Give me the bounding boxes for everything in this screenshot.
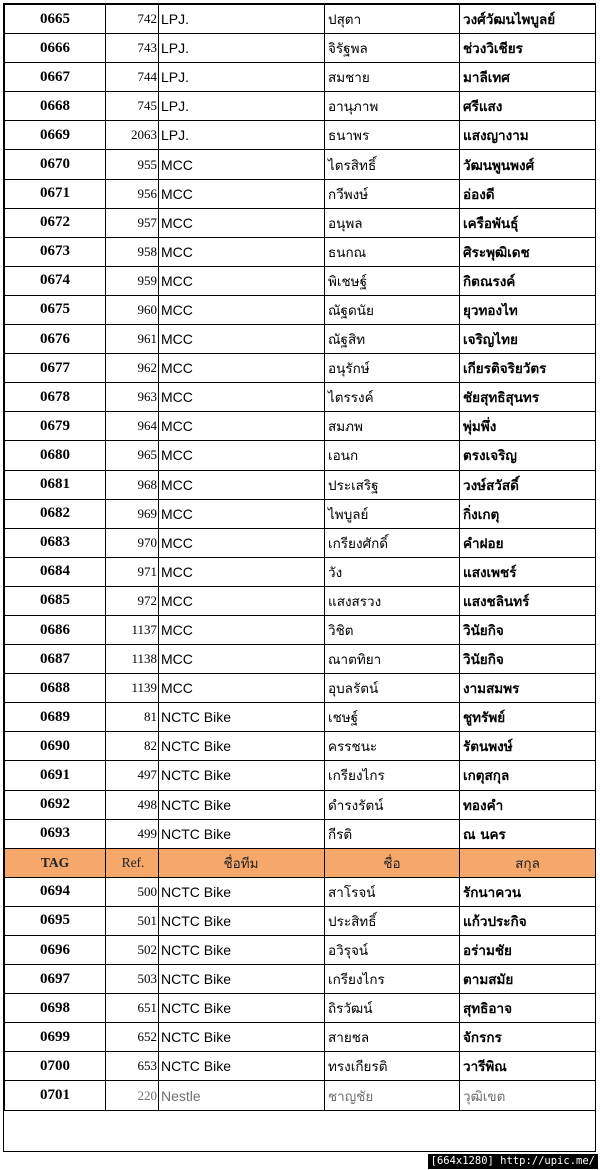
team-cell: LPJ. — [159, 5, 325, 34]
tag-cell: 0689 — [5, 703, 106, 732]
last-name-cell: วินัยกิจ — [460, 615, 596, 644]
table-row — [5, 732, 596, 761]
tag-cell: 0675 — [5, 295, 106, 324]
tag-cell: 0677 — [5, 354, 106, 383]
team-cell: MCC — [159, 354, 325, 383]
ref-cell: 960 — [106, 295, 159, 324]
ref-cell: 957 — [106, 208, 159, 237]
first-name-cell: วิชิต — [325, 615, 460, 644]
table-row — [5, 295, 596, 324]
rows-before — [5, 5, 596, 849]
team-cell: MCC — [159, 557, 325, 586]
ref-cell: 498 — [106, 790, 159, 819]
table-row — [5, 586, 596, 615]
team-cell: NCTC Bike — [159, 994, 325, 1023]
first-name-cell: เกรียงไกร — [325, 761, 460, 790]
ref-cell: 744 — [106, 63, 159, 92]
first-name-cell: ณาตทิยา — [325, 645, 460, 674]
table-row — [5, 412, 596, 441]
table-row — [5, 121, 596, 150]
last-name-cell: ชัยสุทธิสุนทร — [460, 383, 596, 412]
team-cell: NCTC Bike — [159, 936, 325, 965]
team-cell: MCC — [159, 470, 325, 499]
ref-cell: 2063 — [106, 121, 159, 150]
first-name-cell: อนุพล — [325, 208, 460, 237]
first-name-cell: วัง — [325, 557, 460, 586]
team-cell: MCC — [159, 528, 325, 557]
tag-cell: 0666 — [5, 34, 106, 63]
tag-cell: 0671 — [5, 179, 106, 208]
ref-cell: 971 — [106, 557, 159, 586]
last-name-cell: รัตนพงษ์ — [460, 732, 596, 761]
tag-cell: 0682 — [5, 499, 106, 528]
team-cell: MCC — [159, 674, 325, 703]
table-row — [5, 761, 596, 790]
last-name-cell: ทองคำ — [460, 790, 596, 819]
registration-sheet — [3, 3, 596, 1152]
ref-cell: 963 — [106, 383, 159, 412]
ref-cell: 969 — [106, 499, 159, 528]
ref-cell: 742 — [106, 5, 159, 34]
last-name-cell: วงศ์วัฒนไพบูลย์ — [460, 5, 596, 34]
tag-cell: 0670 — [5, 150, 106, 179]
header-last-name: สกุล — [460, 848, 596, 877]
first-name-cell: อานุภาพ — [325, 92, 460, 121]
tag-cell: 0695 — [5, 906, 106, 935]
last-name-cell: เกียรติจริยวัตร — [460, 354, 596, 383]
tag-cell: 0699 — [5, 1023, 106, 1052]
first-name-cell: ไตรสิทธิ์ — [325, 150, 460, 179]
first-name-cell: ถิรวัฒน์ — [325, 994, 460, 1023]
ref-cell: 500 — [106, 877, 159, 906]
last-name-cell: ศิระพุฒิเดช — [460, 237, 596, 266]
ref-cell: 743 — [106, 34, 159, 63]
first-name-cell: สายชล — [325, 1023, 460, 1052]
last-name-cell: ตามสมัย — [460, 965, 596, 994]
tag-cell: 0700 — [5, 1052, 106, 1081]
first-name-cell: ชาญชัย — [325, 1081, 460, 1110]
watermark: [664x1280] http://upic.me/ — [428, 1154, 598, 1169]
table-row — [5, 965, 596, 994]
table-row — [5, 383, 596, 412]
team-cell: MCC — [159, 499, 325, 528]
tag-cell: 0692 — [5, 790, 106, 819]
last-name-cell: คำฝอย — [460, 528, 596, 557]
last-name-cell: แก้วประกิจ — [460, 906, 596, 935]
ref-cell: 1139 — [106, 674, 159, 703]
tag-cell: 0672 — [5, 208, 106, 237]
table-row — [5, 325, 596, 354]
tag-cell: 0693 — [5, 819, 106, 848]
table-row — [5, 1052, 596, 1081]
tag-cell: 0674 — [5, 266, 106, 295]
first-name-cell: สาโรจน์ — [325, 877, 460, 906]
first-name-cell: พิเชษฐ์ — [325, 266, 460, 295]
first-name-cell: ไพบูลย์ — [325, 499, 460, 528]
ref-cell: 502 — [106, 936, 159, 965]
header-team: ชื่อทีม — [159, 848, 325, 877]
ref-cell: 653 — [106, 1052, 159, 1081]
tag-cell: 0676 — [5, 325, 106, 354]
table-row — [5, 179, 596, 208]
table-row — [5, 92, 596, 121]
table-row — [5, 819, 596, 848]
last-name-cell: ช่วงวิเชียร — [460, 34, 596, 63]
team-cell: NCTC Bike — [159, 732, 325, 761]
ref-cell: 503 — [106, 965, 159, 994]
ref-cell: 959 — [106, 266, 159, 295]
team-cell: Nestle — [159, 1081, 325, 1110]
last-name-cell: เครือพันธุ์ — [460, 208, 596, 237]
team-cell: NCTC Bike — [159, 906, 325, 935]
table-row — [5, 674, 596, 703]
ref-cell: 745 — [106, 92, 159, 121]
team-cell: MCC — [159, 441, 325, 470]
ref-cell: 81 — [106, 703, 159, 732]
team-cell: NCTC Bike — [159, 819, 325, 848]
team-cell: MCC — [159, 179, 325, 208]
participants-table — [4, 4, 596, 1111]
table-row — [5, 703, 596, 732]
table-row — [5, 266, 596, 295]
table-row — [5, 994, 596, 1023]
ref-cell: 962 — [106, 354, 159, 383]
first-name-cell: ประสิทธิ์ — [325, 906, 460, 935]
first-name-cell: ดำรงรัตน์ — [325, 790, 460, 819]
tag-cell: 0668 — [5, 92, 106, 121]
last-name-cell: จักรกร — [460, 1023, 596, 1052]
last-name-cell: เกตุสกุล — [460, 761, 596, 790]
tag-cell: 0697 — [5, 965, 106, 994]
ref-cell: 82 — [106, 732, 159, 761]
last-name-cell: กิ่งเกตุ — [460, 499, 596, 528]
ref-cell: 972 — [106, 586, 159, 615]
table-row — [5, 150, 596, 179]
table-row — [5, 528, 596, 557]
first-name-cell: สมภพ — [325, 412, 460, 441]
ref-cell: 651 — [106, 994, 159, 1023]
last-name-cell: วารีพิณ — [460, 1052, 596, 1081]
first-name-cell: ธนาพร — [325, 121, 460, 150]
table-row — [5, 354, 596, 383]
ref-cell: 958 — [106, 237, 159, 266]
team-cell: MCC — [159, 266, 325, 295]
team-cell: LPJ. — [159, 121, 325, 150]
table-row — [5, 470, 596, 499]
team-cell: MCC — [159, 586, 325, 615]
last-name-cell: แสงชลินทร์ — [460, 586, 596, 615]
first-name-cell: ณัฐสิท — [325, 325, 460, 354]
tag-cell: 0690 — [5, 732, 106, 761]
team-cell: NCTC Bike — [159, 1023, 325, 1052]
team-cell: MCC — [159, 237, 325, 266]
table-header-row — [5, 848, 596, 877]
ref-cell: 955 — [106, 150, 159, 179]
ref-cell: 968 — [106, 470, 159, 499]
last-name-cell: แสงเพชร์ — [460, 557, 596, 586]
team-cell: NCTC Bike — [159, 790, 325, 819]
first-name-cell: อนุรักษ์ — [325, 354, 460, 383]
table-row — [5, 499, 596, 528]
first-name-cell: ไตรรงค์ — [325, 383, 460, 412]
team-cell: MCC — [159, 150, 325, 179]
first-name-cell: เกรียงศักดิ์ — [325, 528, 460, 557]
team-cell: NCTC Bike — [159, 761, 325, 790]
header-ref: Ref. — [106, 848, 159, 877]
first-name-cell: อุบลรัตน์ — [325, 674, 460, 703]
team-cell: NCTC Bike — [159, 965, 325, 994]
tag-cell: 0694 — [5, 877, 106, 906]
tag-cell: 0701 — [5, 1081, 106, 1110]
last-name-cell: แสงญางาม — [460, 121, 596, 150]
ref-cell: 499 — [106, 819, 159, 848]
first-name-cell: ปสุตา — [325, 5, 460, 34]
table-row — [5, 441, 596, 470]
last-name-cell: มาลีเทศ — [460, 63, 596, 92]
table-row — [5, 63, 596, 92]
ref-cell: 964 — [106, 412, 159, 441]
header-group — [5, 848, 596, 877]
team-cell: NCTC Bike — [159, 703, 325, 732]
tag-cell: 0680 — [5, 441, 106, 470]
ref-cell: 220 — [106, 1081, 159, 1110]
table-row — [5, 645, 596, 674]
team-cell: NCTC Bike — [159, 877, 325, 906]
first-name-cell: จิรัฐพล — [325, 34, 460, 63]
first-name-cell: อวิรุจน์ — [325, 936, 460, 965]
tag-cell: 0681 — [5, 470, 106, 499]
tag-cell: 0673 — [5, 237, 106, 266]
tag-cell: 0698 — [5, 994, 106, 1023]
ref-cell: 497 — [106, 761, 159, 790]
header-first-name: ชื่อ — [325, 848, 460, 877]
team-cell: NCTC Bike — [159, 1052, 325, 1081]
table-row — [5, 5, 596, 34]
table-row — [5, 1023, 596, 1052]
team-cell: MCC — [159, 412, 325, 441]
tag-cell: 0688 — [5, 674, 106, 703]
first-name-cell: แสงสรวง — [325, 586, 460, 615]
tag-cell: 0678 — [5, 383, 106, 412]
first-name-cell: เกรียงไกร — [325, 965, 460, 994]
first-name-cell: ณัฐดนัย — [325, 295, 460, 324]
tag-cell: 0686 — [5, 615, 106, 644]
first-name-cell: ธนกณ — [325, 237, 460, 266]
tag-cell: 0687 — [5, 645, 106, 674]
last-name-cell: งามสมพร — [460, 674, 596, 703]
table-row — [5, 877, 596, 906]
table-row — [5, 557, 596, 586]
last-name-cell: กิตณรงค์ — [460, 266, 596, 295]
rows-after — [5, 877, 596, 1110]
last-name-cell: เจริญไทย — [460, 325, 596, 354]
table-row — [5, 790, 596, 819]
first-name-cell: เอนก — [325, 441, 460, 470]
last-name-cell: อร่ามชัย — [460, 936, 596, 965]
team-cell: MCC — [159, 325, 325, 354]
tag-cell: 0683 — [5, 528, 106, 557]
first-name-cell: เชษฐ์ — [325, 703, 460, 732]
first-name-cell: กีรติ — [325, 819, 460, 848]
last-name-cell: ณ นคร — [460, 819, 596, 848]
team-cell: LPJ. — [159, 34, 325, 63]
tag-cell: 0685 — [5, 586, 106, 615]
first-name-cell: ครรชนะ — [325, 732, 460, 761]
tag-cell: 0679 — [5, 412, 106, 441]
table-row — [5, 936, 596, 965]
table-row — [5, 615, 596, 644]
team-cell: MCC — [159, 615, 325, 644]
team-cell: MCC — [159, 645, 325, 674]
table-row — [5, 237, 596, 266]
last-name-cell: ศรีแสง — [460, 92, 596, 121]
last-name-cell: รักนาควน — [460, 877, 596, 906]
first-name-cell: กวีพงษ์ — [325, 179, 460, 208]
ref-cell: 1137 — [106, 615, 159, 644]
first-name-cell: ทรงเกียรติ — [325, 1052, 460, 1081]
ref-cell: 501 — [106, 906, 159, 935]
team-cell: MCC — [159, 383, 325, 412]
last-name-cell: อ่องดี — [460, 179, 596, 208]
ref-cell: 965 — [106, 441, 159, 470]
tag-cell: 0667 — [5, 63, 106, 92]
last-name-cell: ยุวทองไท — [460, 295, 596, 324]
header-tag: TAG — [5, 848, 106, 877]
table-row — [5, 906, 596, 935]
team-cell: MCC — [159, 295, 325, 324]
tag-cell: 0696 — [5, 936, 106, 965]
last-name-cell: ตรงเจริญ — [460, 441, 596, 470]
tag-cell: 0684 — [5, 557, 106, 586]
first-name-cell: สมชาย — [325, 63, 460, 92]
team-cell: LPJ. — [159, 63, 325, 92]
team-cell: LPJ. — [159, 92, 325, 121]
last-name-cell: สุทธิอาจ — [460, 994, 596, 1023]
last-name-cell: วุฒิเขต — [460, 1081, 596, 1110]
tag-cell: 0665 — [5, 5, 106, 34]
tag-cell: 0691 — [5, 761, 106, 790]
last-name-cell: พุ่มพึ่ง — [460, 412, 596, 441]
team-cell: MCC — [159, 208, 325, 237]
ref-cell: 652 — [106, 1023, 159, 1052]
last-name-cell: วงษ์สวัสดิ์ — [460, 470, 596, 499]
last-name-cell: วัฒนพูนพงศ์ — [460, 150, 596, 179]
table-row — [5, 1081, 596, 1110]
ref-cell: 970 — [106, 528, 159, 557]
table-row — [5, 208, 596, 237]
tag-cell: 0669 — [5, 121, 106, 150]
last-name-cell: ชูทรัพย์ — [460, 703, 596, 732]
ref-cell: 956 — [106, 179, 159, 208]
ref-cell: 1138 — [106, 645, 159, 674]
ref-cell: 961 — [106, 325, 159, 354]
last-name-cell: วินัยกิจ — [460, 645, 596, 674]
table-row — [5, 34, 596, 63]
first-name-cell: ประเสริฐ — [325, 470, 460, 499]
